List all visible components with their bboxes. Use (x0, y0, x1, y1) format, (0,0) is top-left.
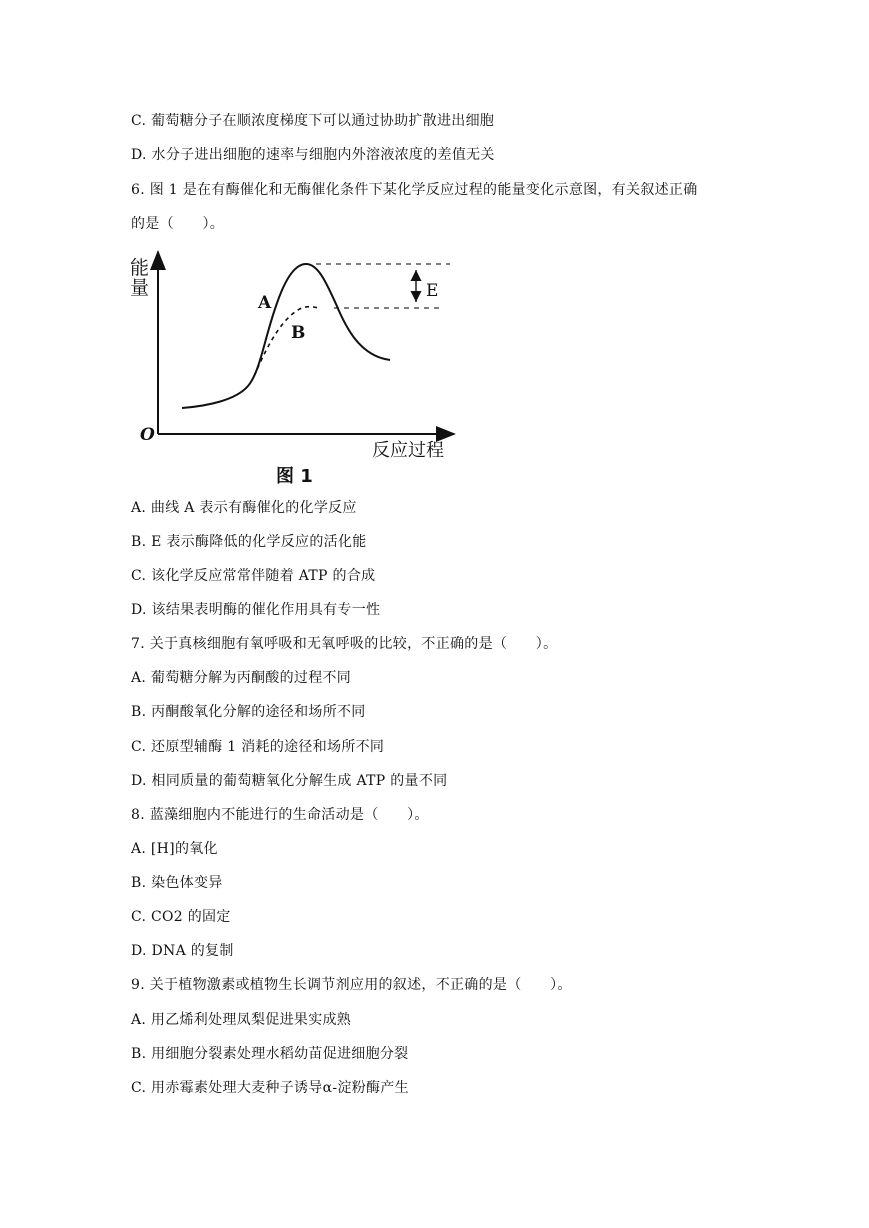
option-8b: B. 染色体变异 (131, 875, 223, 891)
curve-a-label: A (258, 293, 272, 313)
question-8-stem: 8. 蓝藻细胞内不能进行的生命活动是（ ）。 (131, 807, 429, 823)
option-8a: A. [H]的氧化 (131, 841, 218, 857)
option-5c: C. 葡萄糖分子在顺浓度梯度下可以通过协助扩散进出细胞 (131, 113, 495, 129)
figure-1-energy-diagram (128, 248, 468, 490)
question-6-stem-line2: 的是（ ）。 (131, 216, 225, 232)
option-5d: D. 水分子进出细胞的速率与细胞内外溶液浓度的差值无关 (131, 147, 495, 163)
curve-b (254, 307, 318, 376)
question-9-stem: 9. 关于植物激素或植物生长调节剂应用的叙述，不正确的是（ ）。 (131, 977, 572, 993)
option-7c: C. 还原型辅酶 1 消耗的途径和场所不同 (131, 739, 385, 755)
option-8c: C. CO2 的固定 (131, 909, 231, 925)
y-axis-label-2: 量 (130, 277, 150, 299)
option-9b: B. 用细胞分裂素处理水稻幼苗促进细胞分裂 (131, 1046, 409, 1062)
option-6a: A. 曲线 A 表示有酶催化的化学反应 (131, 500, 357, 516)
option-7d: D. 相同质量的葡萄糖氧化分解生成 ATP 的量不同 (131, 773, 448, 789)
curve-a (182, 264, 390, 408)
option-6c: C. 该化学反应常常伴随着 ATP 的合成 (131, 568, 376, 584)
figure-caption: 图 1 (276, 466, 313, 487)
curve-b-label: B (291, 323, 306, 343)
option-7a: A. 葡萄糖分解为丙酮酸的过程不同 (131, 670, 352, 686)
option-7b: B. 丙酮酸氧化分解的途径和场所不同 (131, 704, 366, 720)
option-9a: A. 用乙烯利处理凤梨促进果实成熟 (131, 1012, 352, 1028)
question-6-stem-line1: 6. 图 1 是在有酶催化和无酶催化条件下某化学反应过程的能量变化示意图，有关叙述正确 (131, 182, 698, 198)
x-axis-label: 反应过程 (372, 440, 444, 461)
origin-label: O (140, 425, 155, 445)
option-8d: D. DNA 的复制 (131, 943, 234, 959)
question-7-stem: 7. 关于真核细胞有氧呼吸和无氧呼吸的比较，不正确的是（ ）。 (131, 636, 558, 652)
option-9c: C. 用赤霉素处理大麦种子诱导α-淀粉酶产生 (131, 1080, 409, 1096)
option-6b: B. E 表示酶降低的化学反应的活化能 (131, 534, 367, 550)
option-6d: D. 该结果表明酶的催化作用具有专一性 (131, 602, 381, 618)
energy-label: E (426, 281, 439, 301)
y-axis-label-1: 能 (130, 257, 150, 279)
